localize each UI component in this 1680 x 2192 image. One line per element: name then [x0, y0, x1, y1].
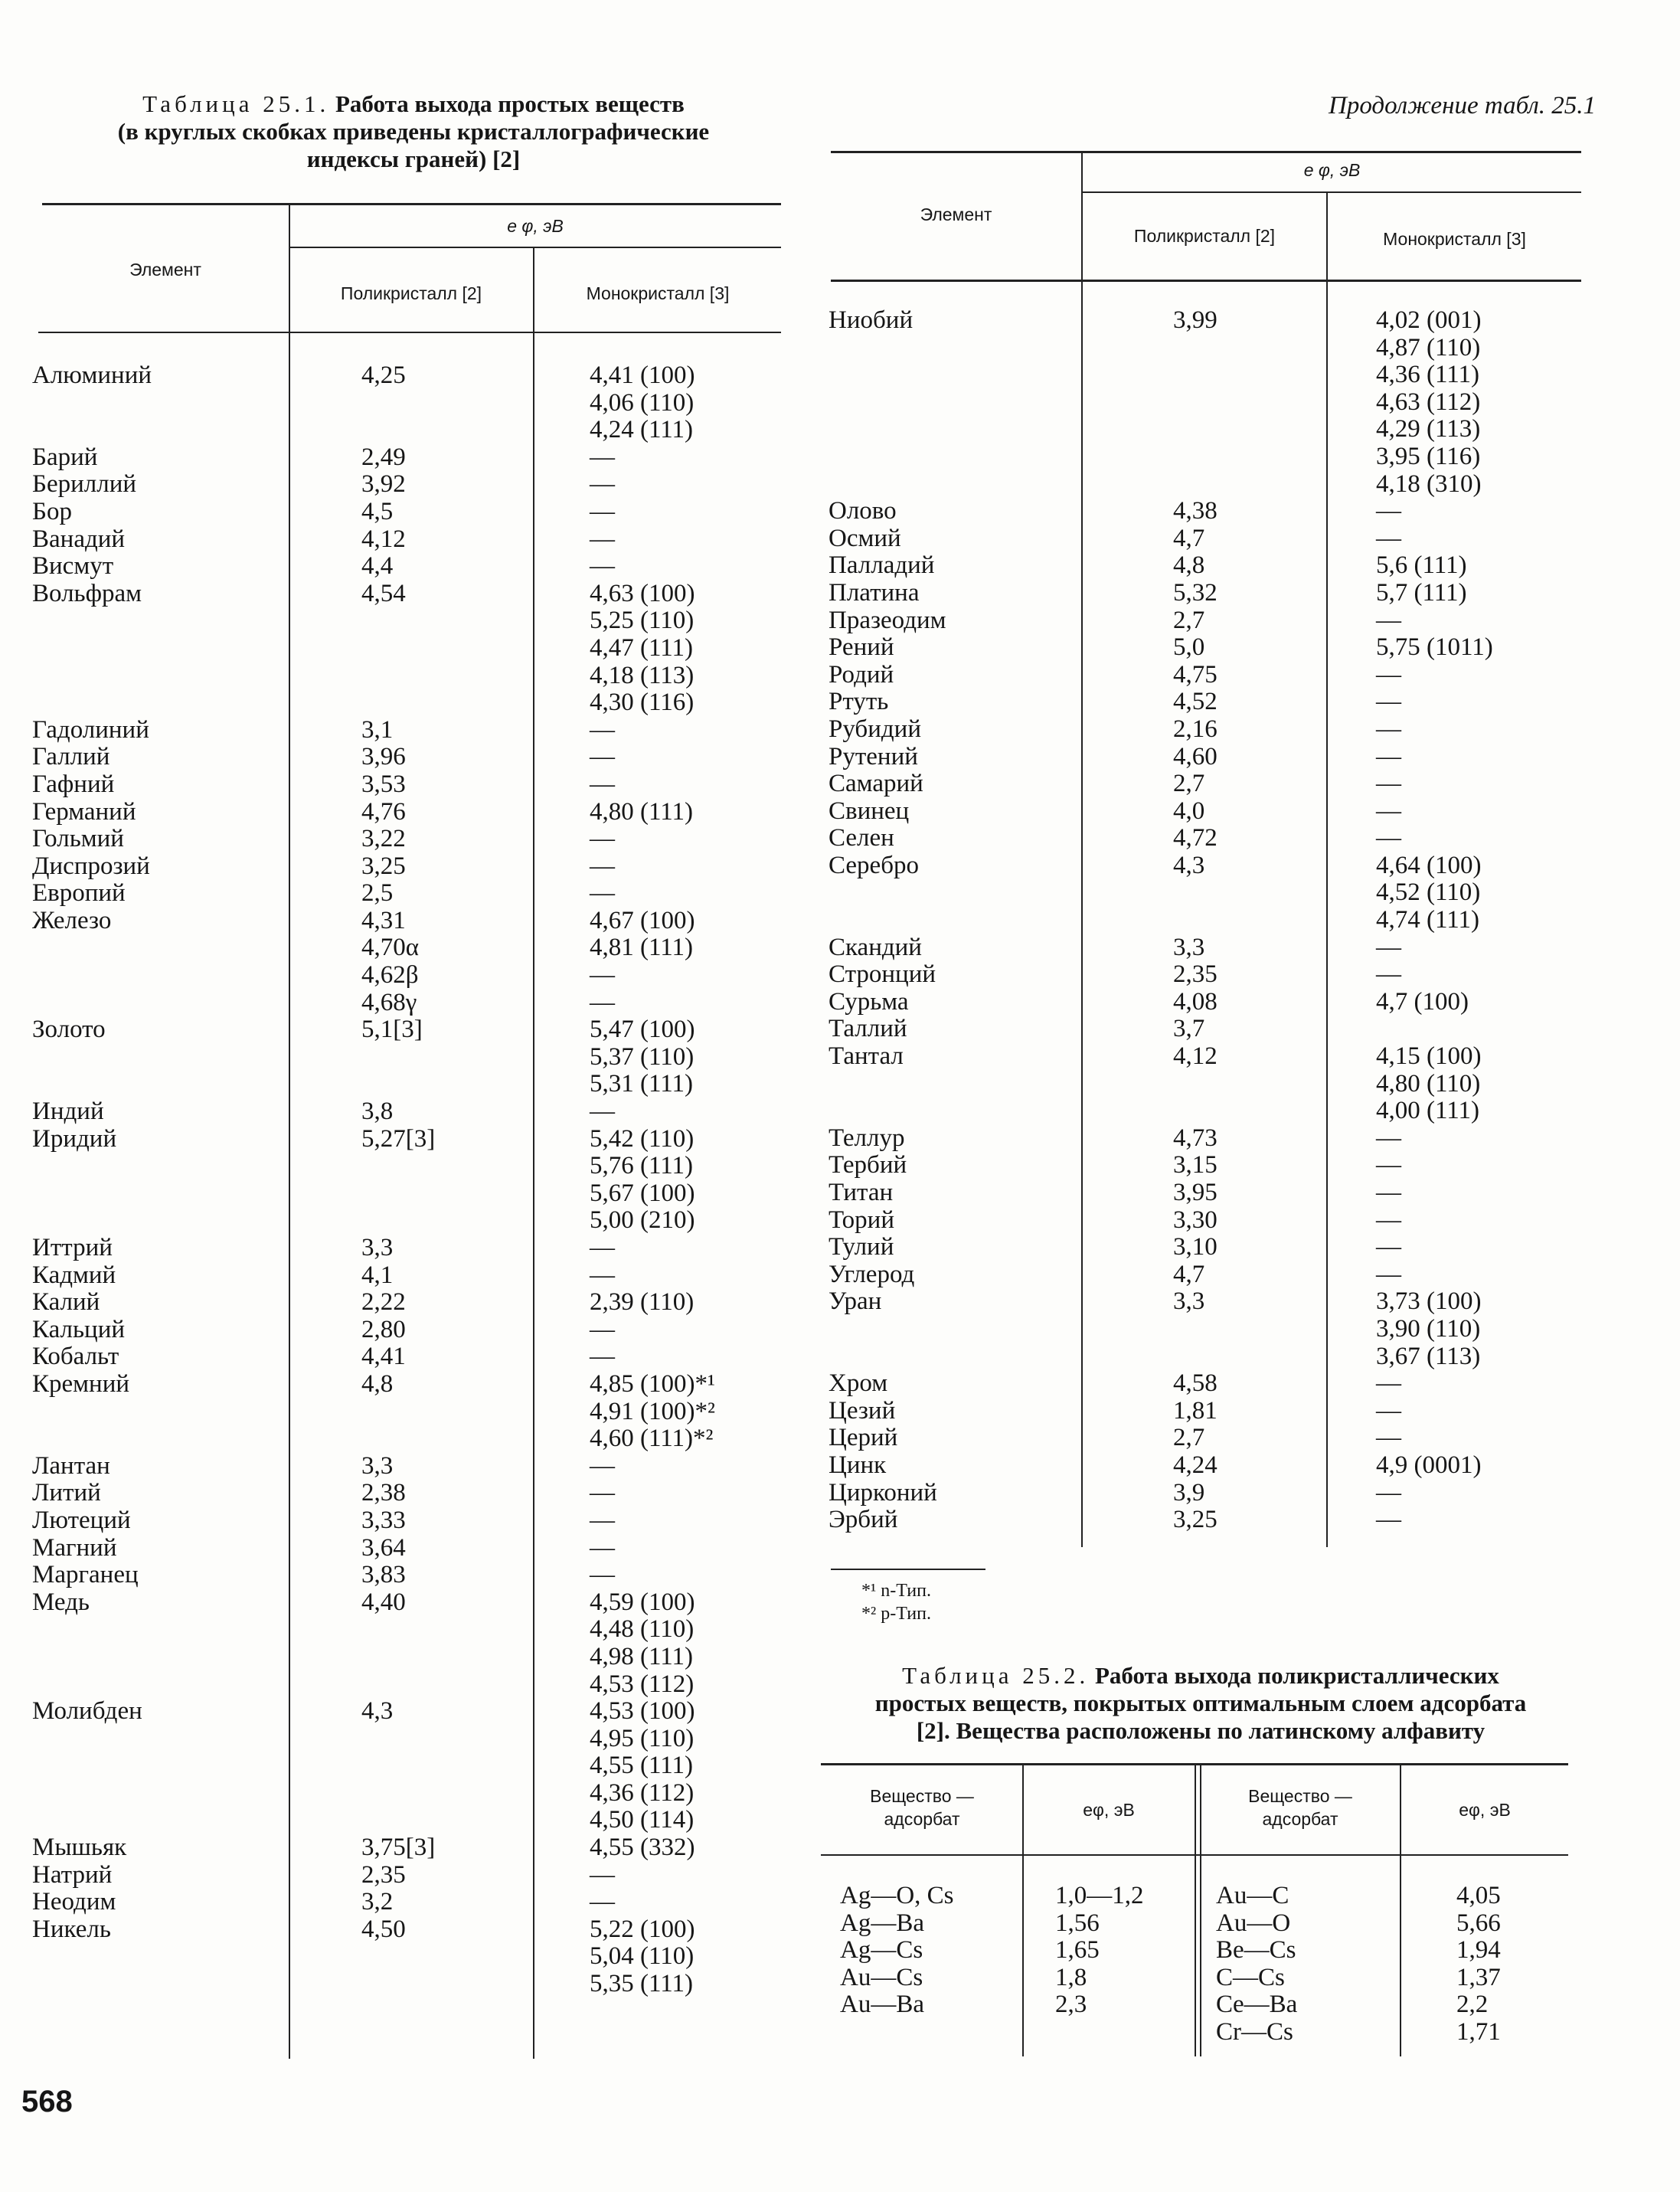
column-header-work-function: e φ, эВ	[1303, 160, 1361, 180]
column-header-monocrystal: Монокристалл [3]	[586, 283, 730, 303]
table-25-2-label: Таблица 25.2.	[902, 1662, 1090, 1689]
column-header-monocrystal: Монокристалл [3]	[1383, 229, 1526, 249]
monocrystal-column: 4,02 (001) 4,87 (110) 4,36 (111) 4,63 (112) 4,29 (113) 3,95 (116) 4,18 (310) — — 5,6 (111) 5,7 (111) — 5,75 (1011) — — — — — — — 4,64 (100) 4,52 (110) 4,74 (111) — — 4,7 (100) 4,15 (100) 4,80 (110) 4,00 (111) — — — — — — 3,73 (100) 3,90 (110) 3,67 (113) — — — 4,9 (0001) — —	[1376, 306, 1493, 1534]
column-divider	[1326, 193, 1328, 1547]
column-header-polycrystal: Поликристалл [2]	[1133, 226, 1276, 246]
element-column: Алюминий Барий Бериллий Бор Ванадий Висмут Вольфрам Гадолиний Галлий Гафний Германий Гольмий Диспрозий Европий Железо Золото Индий Иридий Иттрий Кадмий Калий Кальций Кобальт Кремний Лантан Литий Лютеций Магний Марганец Медь Молибден Мышьяк Натрий Неодим Никель	[32, 362, 152, 1943]
table-25-2-caption: Таблица 25.2. Работа выхода поликристаллических простых веществ, покрытых оптимальным слоем адсорбата [2]. Вещества расположены по латинскому алфавиту	[874, 1662, 1527, 1744]
substance-column: Au—C Au—O Be—Cs C—Cs Ce—Ba Cr—Cs	[1216, 1882, 1298, 2046]
polycrystal-column: 3,99 4,38 4,7 4,8 5,32 2,7 5,0 4,75 4,52 2,16 4,60 2,7 4,0 4,72 4,3 3,3 2,35 4,08 3,7 4,12 4,73 3,15 3,95 3,30 3,10 4,7 3,3 4,58 1,81 2,7 4,24 3,9 3,25	[1173, 306, 1218, 1534]
column-divider	[533, 248, 534, 2059]
column-header-substance: Вещество — адсорбат	[1248, 1786, 1352, 1829]
monocrystal-column: 4,41 (100) 4,06 (110) 4,24 (111) — — — — — 4,63 (100) 5,25 (110) 4,47 (111) 4,18 (113) 4,30 (116) — — — 4,80 (111) — — — 4,67 (100) 4,81 (111) — — 5,47 (100) 5,37 (110) 5,31 (111) — 5,42 (110) 5,76 (111) 5,67 (100) 5,00 (210) — — 2,39 (110) — — 4,85 (100)*¹ 4,91 (100)*² 4,60 (111)*² — — — — — 4,59 (100) 4,48 (110) 4,98 (111) 4,53 (112) 4,53 (100) 4,95 (110) 4,55 (111) 4,36 (112) 4,50 (114) 4,55 (332) — — 5,22 (100) 5,04 (110) 5,35 (111)	[590, 362, 715, 1998]
table-25-1-caption: Таблица 25.1. Работа выхода простых веществ (в круглых скобках приведены кристаллографические индексы граней) [2]	[117, 90, 710, 172]
header-sub-rule	[289, 247, 781, 248]
column-header-polycrystal: Поликристалл [2]	[340, 283, 482, 303]
column-header-work-function: e φ, эВ	[507, 216, 564, 236]
substance-column: Ag—O, Cs Ag—Ba Ag—Cs Au—Cs Au—Ba	[840, 1882, 954, 2019]
work-function-column: 4,05 5,66 1,94 1,37 2,2 1,71	[1456, 1882, 1501, 2046]
continuation-label: Продолжение табл. 25.1	[1329, 92, 1596, 119]
work-function-column: 1,0—1,2 1,56 1,65 1,8 2,3	[1055, 1882, 1144, 2019]
table-25-1-label: Таблица 25.1.	[142, 90, 330, 117]
column-divider	[1195, 1765, 1196, 2056]
footnotes: *¹ n-Тип. *² p-Тип.	[861, 1581, 931, 1624]
column-divider	[289, 205, 290, 2059]
page-number: 568	[21, 2085, 73, 2118]
column-header-work-function: eφ, эВ	[1459, 1800, 1511, 1820]
column-divider	[1081, 153, 1083, 1547]
table-top-rule	[42, 203, 781, 205]
column-header-element: Элемент	[920, 204, 992, 224]
table-top-rule	[831, 151, 1581, 153]
header-bottom-rule	[831, 280, 1581, 282]
column-divider	[1200, 1765, 1201, 2056]
polycrystal-column: 4,25 2,49 3,92 4,5 4,12 4,4 4,54 3,1 3,96 3,53 4,76 3,22 3,25 2,5 4,31 4,70α 4,62β 4,68γ 5,1[3] 3,8 5,27[3] 3,3 4,1 2,22 2,80 4,41 4,8 3,3 2,38 3,33 3,64 3,83 4,40 4,3 3,75[3] 2,35 3,2 4,50	[361, 362, 436, 1943]
element-column: Ниобий Олово Осмий Палладий Платина Празеодим Рений Родий Ртуть Рубидий Рутений Самарий Свинец Селен Серебро Скандий Стронций Сурьма Таллий Тантал Теллур Тербий Титан Торий Тулий Углерод Уран Хром Цезий Церий Цинк Цирконий Эрбий	[829, 306, 946, 1534]
header-bottom-rule	[38, 332, 781, 333]
column-header-element: Элемент	[129, 260, 201, 280]
footnote-rule	[831, 1569, 985, 1570]
column-header-substance: Вещество — адсорбат	[870, 1786, 974, 1829]
column-header-work-function: eφ, эВ	[1083, 1800, 1135, 1820]
header-sub-rule	[1083, 191, 1581, 193]
